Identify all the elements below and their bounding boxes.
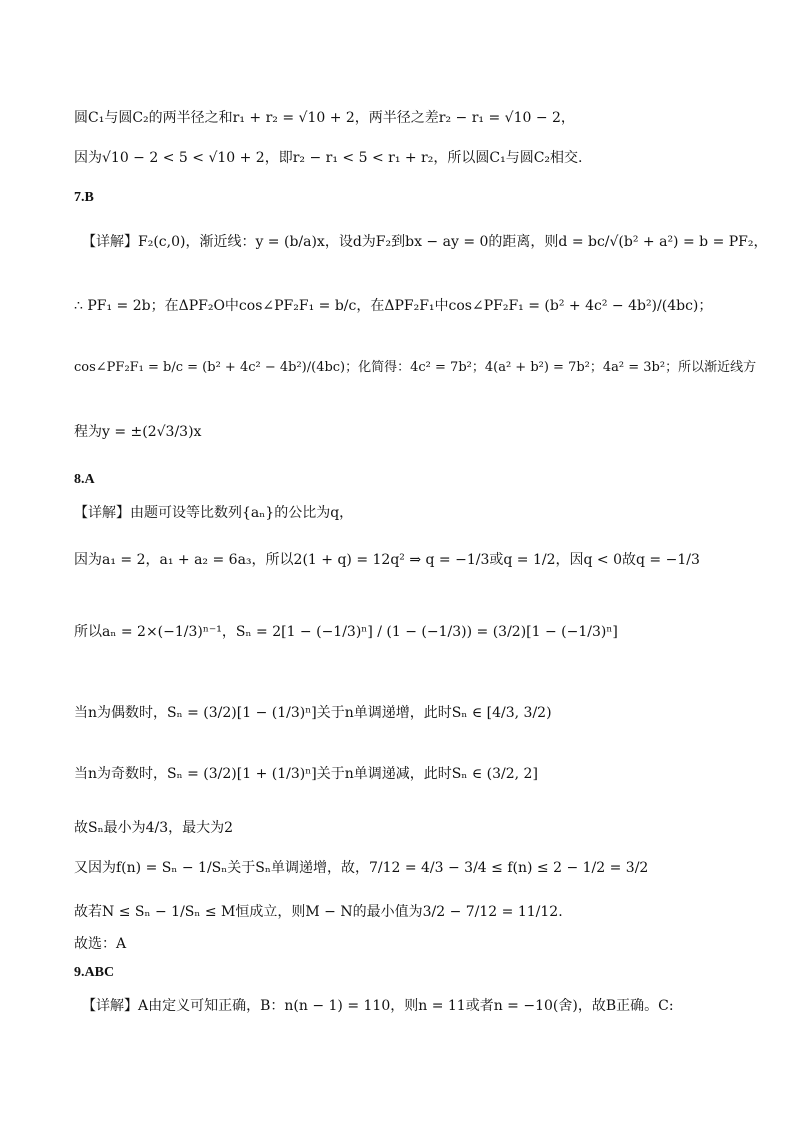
- text-line-circles-intersect: 因为√10 − 2 < 5 < √10 + 2，即r₂ − r₁ < 5 < r₁ + r₂，所以圆C₁与圆C₂相交.: [74, 150, 583, 166]
- text-line-8-f-monotonic: 又因为f(n) = Sₙ − 1/Sₙ关于Sₙ单调递增，故，7/12 = 4/3 − 3/4 ≤ f(n) ≤ 2 − 1/2 = 3/2: [74, 860, 649, 876]
- text-line-8-odd: 当n为奇数时，Sₙ = (3/2)[1 + (1/3)ⁿ]关于n单调递减，此时Sₙ ∈ (3/2, 2]: [74, 766, 538, 782]
- text-line-8-even: 当n为偶数时，Sₙ = (3/2)[1 − (1/3)ⁿ]关于n单调递增，此时Sₙ ∈ [4/3, 3/2): [74, 705, 552, 721]
- text-line-7-asymptote: 程为y = ±(2√3/3)x: [74, 424, 202, 440]
- text-line-8-min-max: 故Sₙ最小为4/3，最大为2: [74, 820, 234, 836]
- text-line-9-detail: 【详解】A由定义可知正确，B：n(n − 1) = 110，则n = 11或者n = −10(舍)，故B正确。C:: [82, 998, 674, 1014]
- text-line-8-conclusion: 故若N ≤ Sₙ − 1/Sₙ ≤ M恒成立，则M − N的最小值为3/2 − 7/12 = 11/12.: [74, 904, 563, 920]
- text-line-8-ratio: 因为a₁ = 2，a₁ + a₂ = 6a₃，所以2(1 + q) = 12q² ⇒ q = −1/3或q = 1/2，因q < 0故q = −1/3: [74, 552, 700, 568]
- answer-heading-8: 8.A: [74, 472, 95, 487]
- answer-heading-7: 7.B: [74, 190, 94, 205]
- text-line-7-detail: 【详解】F₂(c,0)，渐近线：y = (b/a)x，设d为F₂到bx − ay = 0的距离，则d = bc/√(b² + a²) = b = PF₂，: [82, 234, 768, 250]
- text-line-7-cos: ∴ PF₁ = 2b；在ΔPF₂O中cos∠PF₂F₁ = b/c，在ΔPF₂F₁中cos∠PF₂F₁ = (b² + 4c² − 4b²)/(4bc)；: [74, 298, 713, 314]
- text-line-circle-radii: 圆C₁与圆C₂的两半径之和r₁ + r₂ = √10 + 2，两半径之差r₂ − r₁ = √10 − 2，: [74, 110, 575, 126]
- text-line-8-sum: 所以aₙ = 2×(−1/3)ⁿ⁻¹，Sₙ = 2[1 − (−1/3)ⁿ] / (1 − (−1/3)) = (3/2)[1 − (−1/3)ⁿ]: [74, 624, 618, 640]
- text-line-7-simplify: cos∠PF₂F₁ = b/c = (b² + 4c² − 4b²)/(4bc)；化简得：4c² = 7b²；4(a² + b²) = 7b²；4a² = 3b²；所以渐近线方: [74, 360, 757, 375]
- text-line-8-detail: 【详解】由题可设等比数列{aₙ}的公比为q，: [74, 505, 354, 521]
- answer-heading-9: 9.ABC: [74, 965, 115, 980]
- text-line-8-choice: 故选：A: [74, 936, 127, 952]
